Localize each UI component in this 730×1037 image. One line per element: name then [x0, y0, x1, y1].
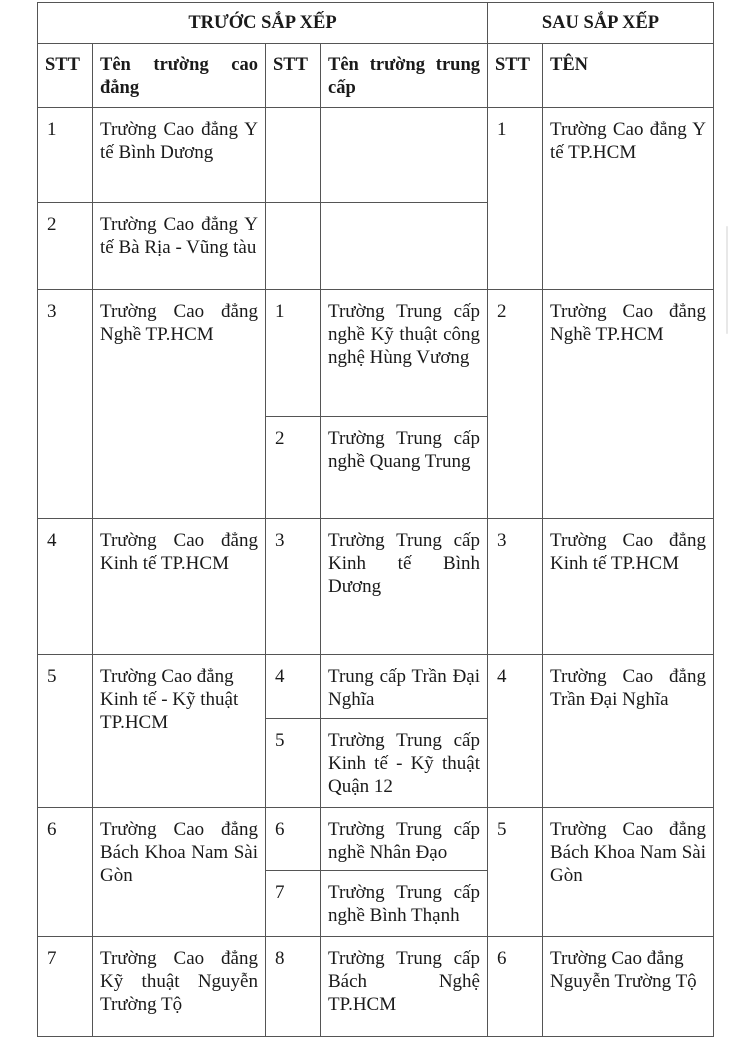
college-name: Trường Cao đẳng Bách Khoa Nam Sài Gòn: [93, 808, 266, 937]
intermediate-stt: 3: [266, 519, 321, 655]
intermediate-stt: 8: [266, 937, 321, 1037]
header-before-merge: TRƯỚC SẮP XẾP: [38, 3, 488, 44]
header-group-row: [38, 3, 714, 44]
intermediate-stt: 5: [266, 719, 321, 808]
college-stt: 6: [38, 808, 93, 937]
intermediate-stt: 7: [266, 871, 321, 937]
col-header-stt-college: STT: [38, 44, 93, 108]
college-stt: 5: [38, 655, 93, 808]
college-name: Trường Cao đẳng Kinh tế - Kỹ thuật TP.HCM: [93, 655, 266, 808]
intermediate-name: Trường Trung cấp nghề Kỹ thuật công nghệ Hùng Vương: [321, 290, 488, 417]
intermediate-stt-empty: [266, 108, 321, 203]
college-name: Trường Cao đẳng Y tế Bà Rịa - Vũng tàu: [93, 203, 266, 290]
after-name: Trường Cao đẳng Nghề TP.HCM: [543, 290, 714, 519]
college-stt: 2: [38, 203, 93, 290]
after-name: Trường Cao đẳng Nguyễn Trường Tộ: [543, 937, 714, 1037]
after-name: Trường Cao đẳng Bách Khoa Nam Sài Gòn: [543, 808, 714, 937]
col-header-name-after: TÊN: [543, 44, 714, 108]
after-name: Trường Cao đẳng Trần Đại Nghĩa: [543, 655, 714, 808]
intermediate-name: Trường Trung cấp Kinh tế Bình Dương: [321, 519, 488, 655]
col-header-college-name: Tên trường cao đẳng: [93, 44, 266, 108]
intermediate-stt-empty: [266, 203, 321, 290]
header-after-merge: SAU SẮP XẾP: [488, 3, 714, 44]
col-header-intermediate-name: Tên trường trung cấp: [321, 44, 488, 108]
college-name: Trường Cao đẳng Nghề TP.HCM: [93, 290, 266, 519]
col-header-stt-intermediate: STT: [266, 44, 321, 108]
col-header-stt-after: STT: [488, 44, 543, 108]
intermediate-name-empty: [321, 108, 488, 203]
intermediate-name: Trung cấp Trần Đại Nghĩa: [321, 655, 488, 719]
college-stt: 4: [38, 519, 93, 655]
after-stt: 2: [488, 290, 543, 519]
after-stt: 6: [488, 937, 543, 1037]
college-name: Trường Cao đẳng Kinh tế TP.HCM: [93, 519, 266, 655]
college-name: Trường Cao đẳng Y tế Bình Dương: [93, 108, 266, 203]
header-columns-row: [38, 44, 714, 108]
intermediate-name: Trường Trung cấp Kinh tế - Kỹ thuật Quận 12: [321, 719, 488, 808]
intermediate-name-empty: [321, 203, 488, 290]
intermediate-name: Trường Trung cấp nghề Bình Thạnh: [321, 871, 488, 937]
intermediate-name: Trường Trung cấp Bách Nghệ TP.HCM: [321, 937, 488, 1037]
table-row: [38, 519, 714, 655]
intermediate-stt: 1: [266, 290, 321, 417]
intermediate-stt: 2: [266, 417, 321, 519]
college-stt: 1: [38, 108, 93, 203]
after-stt: 1: [488, 108, 543, 290]
table-row: [38, 108, 714, 203]
college-name: Trường Cao đẳng Kỹ thuật Nguyễn Trường Tộ: [93, 937, 266, 1037]
table-row: [38, 655, 714, 719]
after-stt: 4: [488, 655, 543, 808]
intermediate-stt: 6: [266, 808, 321, 871]
college-stt: 7: [38, 937, 93, 1037]
intermediate-name: Trường Trung cấp nghề Nhân Đạo: [321, 808, 488, 871]
table-row: [38, 290, 714, 417]
after-name: Trường Cao đẳng Kinh tế TP.HCM: [543, 519, 714, 655]
table-row: [38, 808, 714, 871]
after-stt: 5: [488, 808, 543, 937]
after-stt: 3: [488, 519, 543, 655]
scroll-edge-artifact: [726, 226, 728, 334]
college-stt: 3: [38, 290, 93, 519]
after-name: Trường Cao đẳng Y tế TP.HCM: [543, 108, 714, 290]
intermediate-stt: 4: [266, 655, 321, 719]
school-merger-table: [37, 2, 714, 1037]
intermediate-name: Trường Trung cấp nghề Quang Trung: [321, 417, 488, 519]
